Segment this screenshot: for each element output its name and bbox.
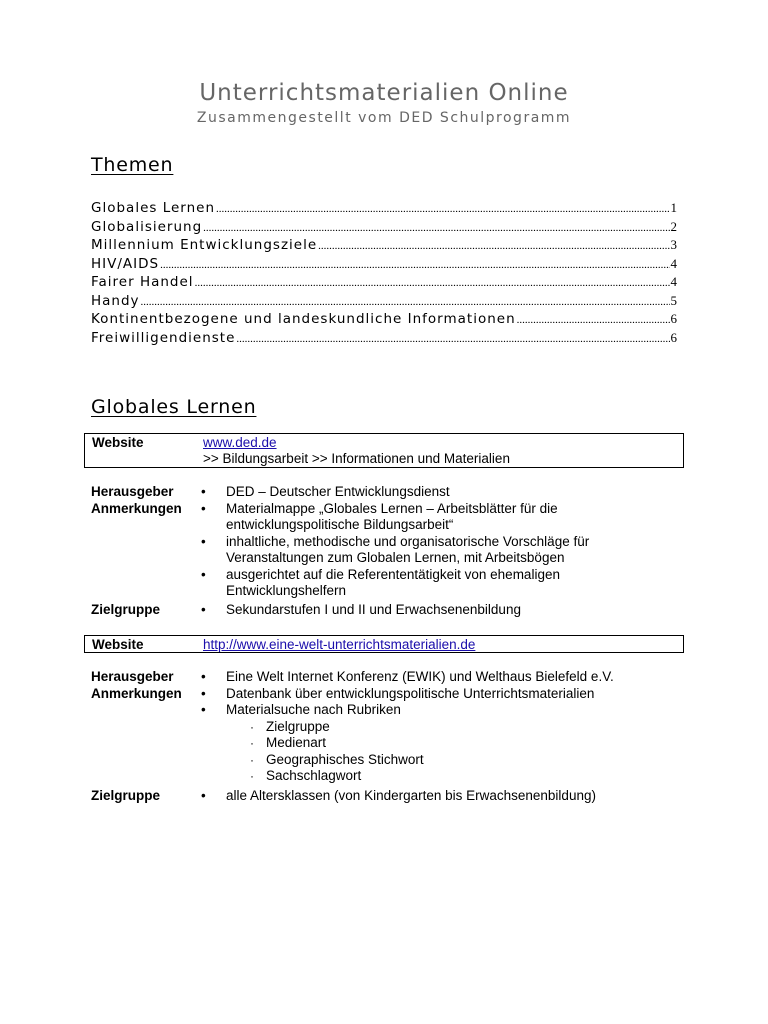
toc-entry-page: 4 bbox=[670, 255, 677, 271]
bullet-icon: • bbox=[201, 500, 206, 516]
toc-entry-page: 4 bbox=[670, 274, 677, 289]
toc-entry-hiv-aids[interactable] bbox=[91, 256, 677, 275]
sub-list-item: · Geographisches Stichwort bbox=[250, 751, 424, 767]
ded-navigation-path: >> Bildungsarbeit >> Informationen und Materialien bbox=[203, 451, 510, 466]
list-item: • inhaltliche, methodische und organisatorische Vorschläge für Veranstaltungen zum Globalen Lernen, mit Arbeitsbögen bbox=[201, 533, 590, 565]
toc-leader-dots bbox=[203, 222, 669, 234]
toc-entry-fairer-handel[interactable] bbox=[91, 274, 677, 293]
entry-labels bbox=[91, 669, 196, 702]
bullet-icon: • bbox=[201, 788, 206, 803]
sub-bullet-icon: · bbox=[250, 769, 254, 783]
herausgeber-label: Herausgeber bbox=[91, 669, 174, 684]
sub-list-item: · Zielgruppe bbox=[250, 718, 330, 734]
toc-entry-handy[interactable] bbox=[91, 293, 677, 312]
entry-labels bbox=[91, 484, 196, 517]
themen-heading: Themen bbox=[91, 154, 174, 176]
ewik-link[interactable]: http://www.eine-welt-unterrichtsmaterialien.de bbox=[203, 637, 476, 652]
toc-leader-dots bbox=[318, 240, 669, 252]
bullet-icon: • bbox=[201, 685, 206, 701]
ded-link[interactable]: www.ded.de bbox=[203, 435, 277, 450]
toc-leader-dots bbox=[160, 259, 669, 271]
toc-entry-title: Freiwilligendienste bbox=[91, 329, 236, 346]
anmerkungen-label: Anmerkungen bbox=[91, 500, 182, 516]
toc-leader-dots bbox=[216, 203, 669, 215]
website-label: Website bbox=[92, 637, 144, 652]
toc-entry-page: 3 bbox=[670, 237, 677, 252]
toc-leader-dots bbox=[236, 333, 669, 345]
bullet-icon: • bbox=[201, 533, 206, 549]
sub-bullet-icon: · bbox=[250, 752, 254, 767]
toc-entry-page: 5 bbox=[670, 292, 677, 308]
sub-list-item: · Sachschlagwort bbox=[250, 768, 362, 783]
toc-entry-globales-lernen[interactable] bbox=[91, 200, 677, 219]
globales-lernen-heading: Globales Lernen bbox=[91, 396, 257, 418]
toc-leader-dots bbox=[141, 296, 670, 308]
bullet-icon: • bbox=[201, 702, 206, 717]
zielgruppe-value: • alle Altersklassen (von Kindergarten bis Erwachsenenbildung) bbox=[201, 788, 596, 803]
sub-bullet-icon: · bbox=[250, 736, 254, 750]
zielgruppe-label: Zielgruppe bbox=[91, 788, 161, 803]
toc-entry-title: Millennium Entwicklungsziele bbox=[91, 237, 318, 253]
bullet-icon: • bbox=[201, 602, 206, 617]
toc-entry-page: 6 bbox=[670, 329, 677, 345]
list-item: • Materialsuche nach Rubriken bbox=[201, 702, 401, 717]
toc-leader-dots bbox=[517, 314, 670, 326]
toc-entry-title: Handy bbox=[91, 292, 140, 309]
toc-entry-page: 1 bbox=[670, 200, 677, 215]
zielgruppe-label: Zielgruppe bbox=[91, 602, 161, 617]
list-item: • Materialmappe „Globales Lernen – Arbeitsblätter für die entwicklungspolitische Bildungsarbeit“ bbox=[201, 500, 558, 532]
toc-entry-title: Globales Lernen bbox=[91, 200, 216, 216]
toc-entry-page: 6 bbox=[670, 311, 677, 326]
toc-entry-globalisierung[interactable] bbox=[91, 219, 677, 238]
document-subtitle: Zusammengestellt vom DED Schulprogramm bbox=[196, 110, 572, 126]
list-item: • ausgerichtet auf die Referententätigkeit von ehemaligen Entwicklungshelfern bbox=[201, 566, 560, 598]
toc-entry-title: Fairer Handel bbox=[91, 274, 194, 290]
list-item: • DED – Deutscher Entwicklungsdienst bbox=[201, 484, 450, 499]
list-item: • Eine Welt Internet Konferenz (EWIK) und Welthaus Bielefeld e.V. bbox=[201, 669, 614, 684]
toc-entry-title: Globalisierung bbox=[91, 218, 203, 235]
entry-items bbox=[201, 669, 671, 785]
table-of-contents bbox=[91, 200, 677, 348]
entry-items bbox=[201, 484, 671, 600]
sub-bullet-icon: · bbox=[250, 719, 254, 734]
bullet-icon: • bbox=[201, 484, 206, 499]
list-item: • Datenbank über entwicklungspolitische Unterrichtsmaterialien bbox=[201, 685, 595, 701]
toc-entry-kontinentbezogene[interactable] bbox=[91, 311, 677, 330]
anmerkungen-label: Anmerkungen bbox=[91, 685, 182, 701]
toc-entry-title: HIV/AIDS bbox=[91, 255, 160, 272]
website-box-ded bbox=[84, 433, 684, 468]
sub-list-item: · Medienart bbox=[250, 735, 327, 750]
toc-entry-millennium[interactable] bbox=[91, 237, 677, 256]
toc-leader-dots bbox=[195, 277, 670, 289]
website-box-ewik bbox=[84, 635, 684, 653]
bullet-icon: • bbox=[201, 669, 206, 684]
toc-entry-page: 2 bbox=[670, 218, 677, 234]
website-label: Website bbox=[92, 435, 144, 450]
toc-entry-title: Kontinentbezogene und landeskundliche Informationen bbox=[91, 311, 516, 327]
toc-entry-freiwilligendienste[interactable] bbox=[91, 330, 677, 349]
document-title: Unterrichtsmaterialien Online bbox=[199, 80, 569, 106]
bullet-icon: • bbox=[201, 566, 206, 582]
herausgeber-label: Herausgeber bbox=[91, 484, 174, 499]
zielgruppe-value: • Sekundarstufen I und II und Erwachsenenbildung bbox=[201, 602, 521, 617]
